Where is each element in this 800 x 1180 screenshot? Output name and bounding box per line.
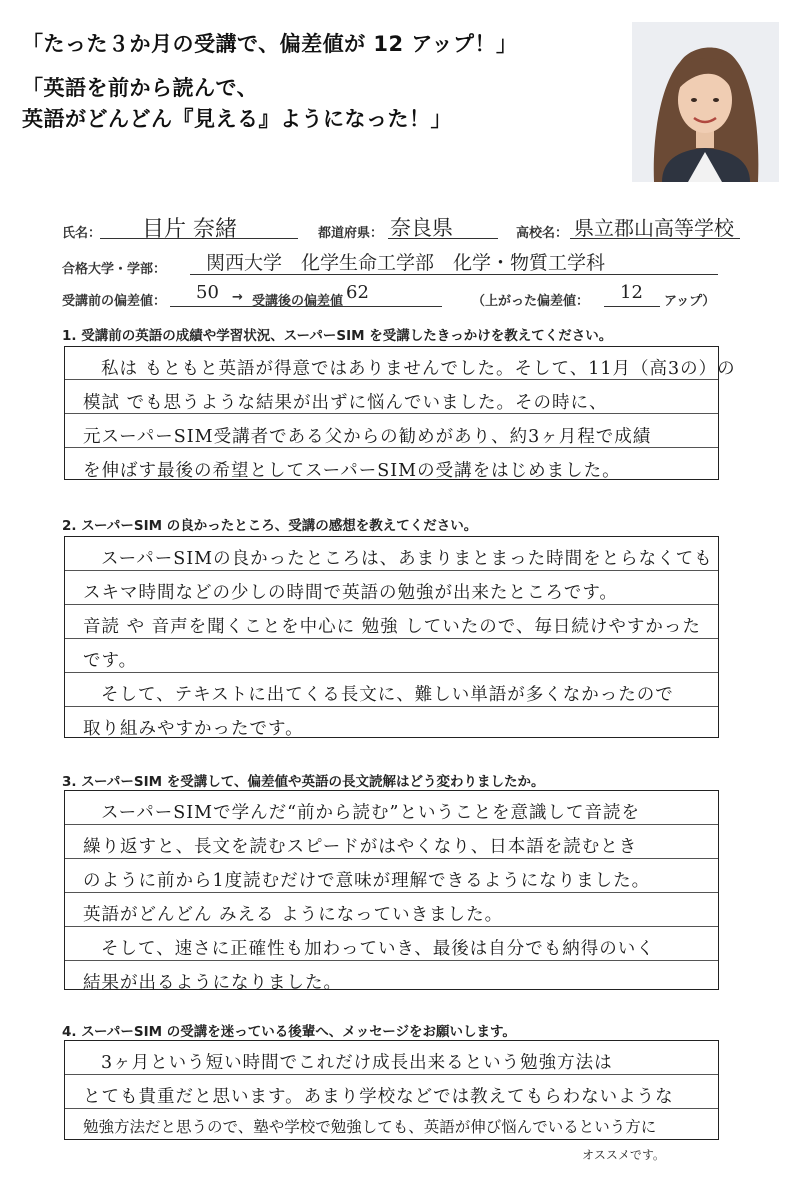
before-score-value: 50 — [196, 282, 219, 303]
prefecture-label: 都道府県： — [318, 226, 384, 241]
question-2-title: 2. スーパーSIM の良かったところ、受講の感想を教えてください。 — [62, 518, 478, 534]
answer-3-line-4: 英語がどんどん みえる ようになっていきました。 — [83, 905, 504, 925]
answer-2-line-5: そして、テキストに出てくる長文に、難しい単語が多くなかったので — [101, 685, 674, 705]
headline-2: 「英語を前から読んで、 — [22, 76, 259, 100]
answer-box-2 — [64, 536, 719, 738]
answer-1-line-2: 模試 でも思うような結果が出ずに悩んでいました。その時に、 — [83, 393, 608, 413]
student-photo — [632, 22, 779, 182]
rule-line — [65, 824, 718, 825]
name-underline — [100, 238, 298, 239]
answer-1-line-1: 私は もともと英語が得意ではありませんでした。そして、11月（高3の）の — [101, 359, 736, 379]
prefecture-underline — [388, 238, 498, 239]
after-score-value: 62 — [346, 282, 369, 303]
answer-2-line-1: スーパーSIMの良かったところは、あまりまとまった時間をとらなくても — [101, 549, 713, 569]
university-value: 関西大学 化学生命工学部 化学・物質工学科 — [206, 252, 606, 274]
rule-line — [65, 604, 718, 605]
arrow-text: → — [232, 290, 243, 305]
question-3-title: 3. スーパーSIM を受講して、偏差値や英語の長文読解はどう変わりましたか。 — [62, 774, 545, 790]
answer-3-line-6: 結果が出るようになりました。 — [83, 973, 342, 993]
rule-line — [65, 1108, 718, 1109]
rule-line — [65, 570, 718, 571]
school-underline — [570, 238, 740, 239]
student-portrait-image — [632, 22, 779, 182]
rule-line — [65, 892, 718, 893]
answer-box-3 — [64, 790, 719, 993]
gain-label-open: （上がった偏差値： — [472, 294, 590, 309]
answer-4-line-1: 3ヶ月という短い時間でこれだけ成長出来るという勉強方法は — [101, 1053, 613, 1073]
school-value: 県立郡山高等学校 — [574, 216, 734, 240]
answer-2-line-3: 音読 や 音声を聞くことを中心に 勉強 していたので、毎日続けやすかった — [83, 617, 701, 637]
score-underline — [170, 306, 442, 307]
before-score-label: 受講前の偏差値： — [62, 294, 167, 309]
answer-4-line-3: 勉強方法だと思うので、塾や学校で勉強しても、英語が伸び悩んでいるという方に — [83, 1118, 657, 1136]
question-4-title: 4. スーパーSIM の受講を迷っている後輩へ、メッセージをお願いします。 — [62, 1024, 516, 1040]
answer-3-line-5: そして、速さに正確性も加わっていき、最後は自分でも納得のいく — [101, 939, 655, 959]
headline-3: 英語がどんどん『見える』ようになった！」 — [22, 107, 452, 131]
answer-1-line-4: を伸ばす最後の希望としてスーパーSIMの受講をはじめました。 — [83, 461, 621, 481]
question-1-title: 1. 受講前の英語の成績や学習状況、スーパーSIM を受講したきっかけを教えてください。 — [62, 328, 613, 344]
prefecture-value: 奈良県 — [390, 216, 453, 240]
rule-line — [65, 858, 718, 859]
school-label: 高校名： — [516, 226, 569, 241]
answer-3-line-3: のように前から1度読むだけで意味が理解できるようになりました。 — [83, 871, 651, 891]
university-label: 合格大学・学部： — [62, 262, 167, 277]
rule-line — [65, 672, 718, 673]
rule-line — [65, 1074, 718, 1075]
answer-2-line-4: です。 — [83, 651, 138, 671]
rule-line — [65, 638, 718, 639]
answer-1-line-3: 元スーパーSIM受講者である父からの勧めがあり、約3ヶ月程で成績 — [83, 427, 652, 447]
answer-box-1 — [64, 346, 736, 481]
rule-line — [65, 706, 718, 707]
answer-3-line-2: 繰り返すと、長文を読むスピードがはやくなり、日本語を読むとき — [83, 837, 638, 857]
name-label: 氏名： — [62, 226, 102, 241]
answer-2-line-2: スキマ時間などの少しの時間で英語の勉強が出来たところです。 — [83, 583, 618, 603]
gain-underline — [604, 306, 660, 307]
answer-2-line-6: 取り組みやすかったです。 — [83, 719, 304, 739]
headline-1: 「たった３か月の受講で、偏差値が 12 アップ！」 — [22, 32, 518, 56]
name-value: 目片 奈緒 — [142, 217, 237, 242]
university-underline — [190, 274, 718, 275]
gain-label-close: アップ） — [664, 294, 716, 309]
answer-4-line-2: とても貴重だと思います。あまり学校などでは教えてもらわないような — [83, 1087, 674, 1107]
answer-4-note: オススメです。 — [582, 1148, 665, 1162]
rule-line — [65, 926, 718, 927]
gain-value: 12 — [620, 282, 643, 303]
after-score-label: 受講後の偏差値 — [252, 294, 344, 309]
rule-line — [65, 960, 718, 961]
answer-box-4 — [64, 1040, 719, 1140]
answer-3-line-1: スーパーSIMで学んだ“前から読む”ということを意識して音読を — [101, 803, 640, 823]
